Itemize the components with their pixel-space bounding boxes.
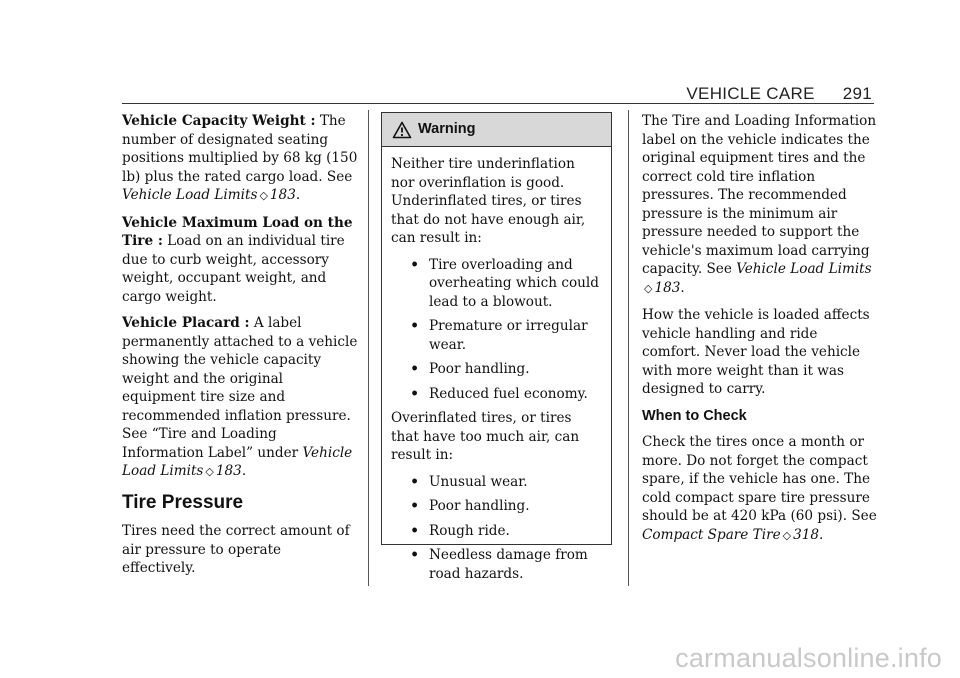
list-item bbox=[391, 385, 602, 404]
section-heading-tire-pressure: Tire Pressure bbox=[122, 491, 244, 513]
list-item-text: Rough ride. bbox=[429, 522, 510, 539]
list-item bbox=[391, 522, 602, 541]
paragraph-when-to-check bbox=[642, 433, 878, 545]
list-item-text: Poor handling. bbox=[429, 498, 530, 514]
running-head bbox=[686, 84, 872, 104]
list-item bbox=[391, 360, 602, 379]
punct: . bbox=[680, 279, 685, 296]
list-item-text: Unusual wear. bbox=[429, 473, 528, 490]
header-rule bbox=[122, 103, 874, 104]
list-item-text: Needless damage from road hazards. bbox=[429, 547, 588, 582]
term: Vehicle Maximum Load on the Tire : bbox=[122, 214, 353, 249]
bullet-icon: • bbox=[410, 318, 419, 334]
warning-title: Warning bbox=[418, 121, 476, 138]
list-item bbox=[391, 256, 602, 312]
definition-text: Load on an individual tire due to curb weight, accessory weight, occupant weight, and cargo weight. bbox=[122, 233, 345, 305]
xref-link[interactable]: Vehicle Load Limits bbox=[122, 444, 353, 479]
punct: . bbox=[819, 526, 824, 543]
xref-page[interactable]: 183 bbox=[654, 279, 681, 296]
paragraph-tire-pressure: Tires need the correct amount of air pressure to operate effectively. bbox=[122, 523, 350, 576]
bullet-icon: • bbox=[410, 522, 419, 539]
subheading-when-to-check: When to Check bbox=[642, 407, 747, 424]
bullet-icon: • bbox=[410, 498, 419, 514]
xref-arrow-icon: ◇ bbox=[782, 528, 792, 542]
list-item-text: Poor handling. bbox=[429, 361, 530, 377]
term: Vehicle Capacity Weight : bbox=[122, 113, 316, 129]
paragraph-text: Check the tires once a month or more. Do not forget the compact spare, if the vehicle has one. The cold compact spare tire pressure should be at 420 kPa (60 psi). See bbox=[642, 434, 877, 524]
bullet-icon: • bbox=[410, 547, 419, 563]
list-item bbox=[391, 497, 602, 516]
list-item bbox=[391, 473, 602, 492]
warning-box bbox=[381, 112, 612, 582]
definition-text: The number of designated seating positions multiplied by 68 kg (150 lb) plus the rated cargo load. See bbox=[122, 113, 358, 185]
definition-maximum-load bbox=[122, 214, 358, 307]
bullet-icon: • bbox=[410, 473, 419, 490]
xref-link[interactable]: Vehicle Load Limits bbox=[736, 261, 872, 277]
definition-vehicle-placard bbox=[122, 314, 358, 482]
list-item-text: Premature or irregular wear. bbox=[429, 318, 588, 353]
warning-header bbox=[382, 113, 611, 147]
xref-link[interactable]: Compact Spare Tire bbox=[642, 526, 781, 543]
definition-text: A label permanently attached to a vehicle showing the vehicle capacity weight and the original equipment tire size and recommended inflation pressure. See “Tire and Loading Information Label” under bbox=[122, 315, 358, 461]
bullet-icon: • bbox=[410, 385, 419, 402]
definition-capacity-weight bbox=[122, 112, 358, 206]
page-number: 291 bbox=[842, 84, 872, 103]
warning-body bbox=[382, 147, 611, 583]
paragraph-text: The Tire and Loading Information label on the vehicle indicates the original equipment tires and the correct cold tire inflation pressures. The recommended pressure is the minimum air pressure needed to support the vehicle's maximum load carrying capacity. See bbox=[642, 113, 877, 277]
xref-arrow-icon: ◇ bbox=[259, 189, 268, 202]
xref-page[interactable]: 183 bbox=[215, 463, 242, 479]
xref-arrow-icon: ◇ bbox=[644, 281, 653, 295]
xref-link[interactable]: Vehicle Load Limits bbox=[122, 187, 258, 203]
column-right bbox=[642, 112, 878, 553]
paragraph-tire-label bbox=[642, 112, 878, 298]
column-divider bbox=[628, 110, 629, 586]
warning-triangle-icon bbox=[392, 121, 412, 139]
warning-intro-underinflation: Neither tire underinflation nor overinflation is good. Underinflated tires, or tires that do not have enough air, can result in: bbox=[391, 156, 586, 246]
punct: . bbox=[241, 463, 247, 479]
list-item bbox=[391, 317, 602, 354]
term: Vehicle Placard : bbox=[122, 315, 250, 331]
punct: . bbox=[295, 187, 301, 203]
column-divider bbox=[368, 110, 369, 586]
list-item-text: Tire overloading and overheating which could lead to a blowout. bbox=[429, 256, 599, 310]
bullet-icon: • bbox=[410, 256, 419, 273]
warning-intro-overinflation: Overinflated tires, or tires that have too much air, can result in: bbox=[391, 410, 580, 463]
watermark: carmanualsonline.info bbox=[675, 643, 942, 673]
xref-page[interactable]: 318 bbox=[793, 526, 820, 543]
list-item bbox=[391, 546, 602, 583]
section-title: VEHICLE CARE bbox=[686, 84, 815, 103]
bullet-icon: • bbox=[410, 361, 419, 377]
list-item-text: Reduced fuel economy. bbox=[429, 385, 588, 402]
paragraph-loading: How the vehicle is loaded affects vehicle handling and ride comfort. Never load the vehicle with more weight than it was designed to carry. bbox=[642, 307, 870, 397]
xref-arrow-icon: ◇ bbox=[205, 465, 214, 478]
xref-page[interactable]: 183 bbox=[269, 187, 296, 203]
column-left bbox=[122, 112, 358, 586]
